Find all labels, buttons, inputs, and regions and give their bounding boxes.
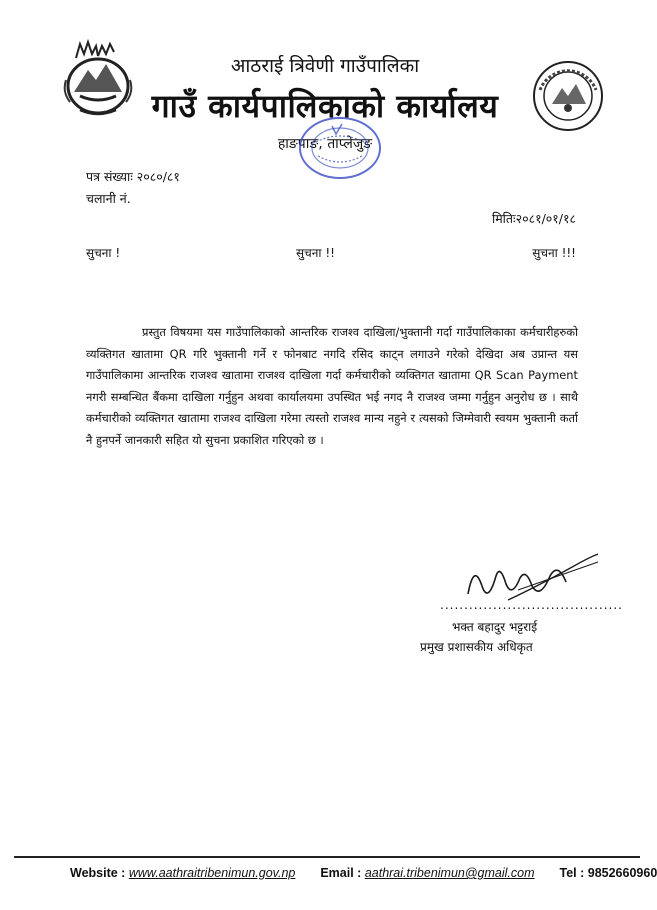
- signature-line: ......................................: [440, 598, 623, 612]
- office-location: हाङपाङ, ताप्लेजुङ: [277, 136, 373, 152]
- office-stamp-icon: [296, 112, 384, 184]
- notice-label-3: सुचना !!!: [532, 246, 576, 260]
- notice-label-2: सुचना !!: [296, 246, 335, 260]
- signatory-title: प्रमुख प्रशासकीय अधिकृत: [420, 640, 533, 654]
- tel-label: Tel :: [559, 866, 585, 880]
- email-link[interactable]: aathrai.tribenimun@gmail.com: [364, 866, 535, 880]
- reference-block: [86, 166, 180, 210]
- issue-date: मितिः२०८१/०१/१८: [491, 211, 576, 226]
- website-label: Website :: [70, 866, 126, 880]
- email-label: Email :: [320, 866, 362, 880]
- notice-paragraph: प्रस्तुत विषयमा यस गाउँपालिकाको आन्तरिक राजश्व दाखिला/भुक्तानी गर्दा गाउँपालिकाका कर्मचारीहरुको व्यक्तिगत खातामा QR गरि भुक्तानी गर्ने र फोनबाट नगदि रसिद काट्न लगाउने गरेको देखिदा अब उप्रान्त यस गाउँपालिकामा आन्तरिक राजश्व खातामा राजश्व दाखिला गर्दा कर्मचारीको व्यक्तिगत खातामा QR Scan Payment नगरी सम्बन्धित बैंकमा दाखिला गर्नुहुन अथवा कार्यालयमा उपस्थित भई नगद नै राजश्व जम्मा गर्नुहुन अनुरोध छ । साथै कर्मचारीको व्यक्तिगत खातामा राजश्व दाखिला गरेमा त्यस्तो राजश्व मान्य नहुने र त्यसको जिम्मेवारी स्वयम भुक्तानी कर्ता नै हुनपर्ने जानकारी सहित यो सुचना प्रकाशित गरिएको छ ।: [86, 325, 578, 447]
- municipality-name: आठराई त्रिवेणी गाउँपालिका: [230, 55, 420, 77]
- letter-number: पत्र संख्याः २०८०/८१: [86, 169, 180, 184]
- notice-body: [86, 322, 578, 452]
- signatory-name: भक्त बहादुर भट्टराई: [452, 620, 538, 634]
- office-title: गाउँ कार्यपालिकाको कार्यालय: [151, 87, 499, 125]
- footer-divider: [14, 856, 640, 858]
- tel-number: 9852660960: [587, 866, 657, 880]
- website-link[interactable]: www.aathraitribenimun.gov.np: [128, 866, 296, 880]
- dispatch-number: चलानी नं.: [86, 191, 131, 206]
- footer-contact: [70, 866, 657, 880]
- notice-label-1: सुचना !: [86, 246, 121, 260]
